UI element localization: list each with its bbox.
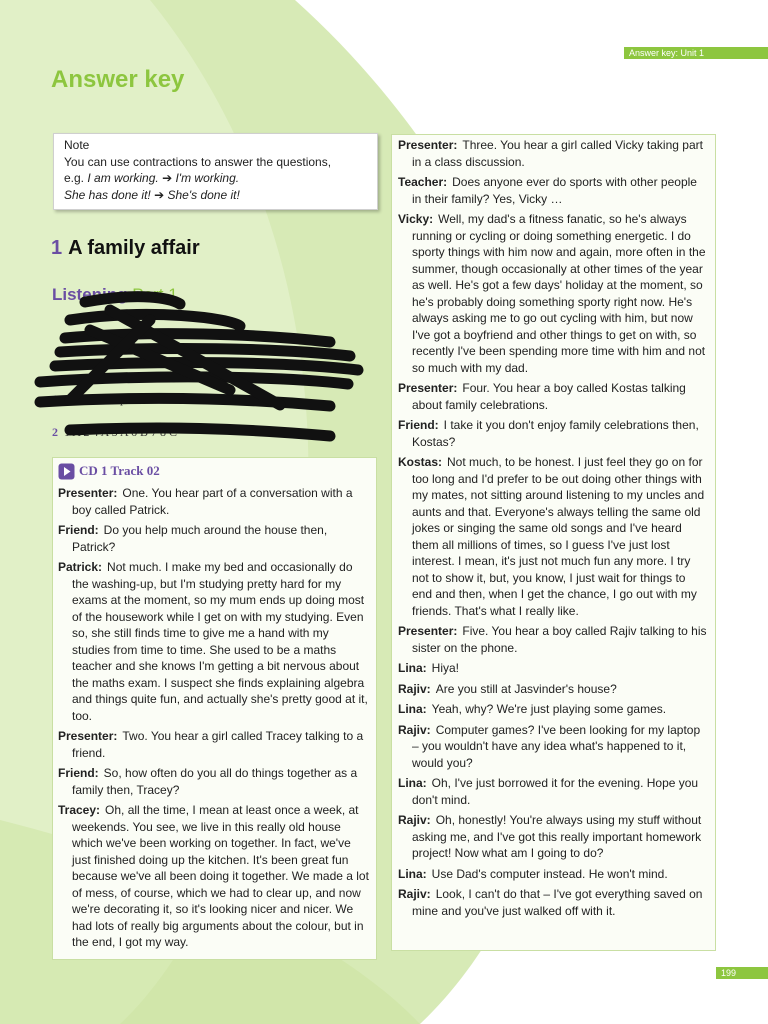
dialogue-text: So, how often do you all do things together as a family then, Tracey? [72,766,358,797]
transcript-line [398,137,707,170]
dialogue-text: Hiya! [431,661,460,675]
dialogue-text: Two. You hear a girl called Tracey talking to a friend. [72,729,364,760]
play-icon [58,463,75,480]
speaker-label: Tracey: [58,803,101,817]
speaker-label: Friend: [398,418,439,432]
speaker-label: Lina: [398,702,427,716]
speaker-label: Presenter: [58,729,118,743]
speaker-label: Patrick: [58,560,103,574]
track-label: CD 1 Track 02 [79,463,160,479]
dialogue-text: Three. You hear a girl called Vicky taking part in a class discussion. [412,138,703,169]
speaker-label: Presenter: [58,486,118,500]
dialogue-text: I take it you don't enjoy family celebrations then, Kostas? [412,418,699,449]
speaker-label: Lina: [398,776,427,790]
speaker-label: Friend: [58,523,99,537]
transcript-line [58,485,370,518]
track-header [58,463,370,480]
dialogue-text: Oh, honestly! You're always using my stuff without asking me, and I've got this really important homework project! Now what am I going to do? [412,813,702,860]
transcript-line [398,812,707,862]
dialogue-text: One. You hear part of a conversation with a boy called Patrick. [72,486,353,517]
dialogue-text: Use Dad's computer instead. He won't mind. [431,866,668,881]
dialogue-text: Yeah, why? We're just playing some games. [431,702,667,716]
note-heading: Note [64,138,90,152]
speaker-label: Friend: [58,766,99,780]
redaction-scribble [30,290,370,445]
transcript-line [398,660,707,677]
speaker-label: Rajiv: [398,681,431,696]
transcript-line [58,559,370,724]
section-tag: Answer key: Unit 1 [624,47,768,59]
transcript-line [398,454,707,619]
transcript-line [58,728,370,761]
answer-q1: 1 chose, trumpet [52,392,135,406]
speaker-label: Kostas: [398,455,443,469]
speaker-label: Lina: [398,661,427,675]
transcript-line [58,522,370,555]
page-number: 199 [716,967,768,979]
transcript-line [58,765,370,798]
speaker-label: Rajiv: [398,887,431,901]
dialogue-text: Oh, I've just borrowed it for the evening. Hope you don't mind. [412,776,699,807]
transcript-line [398,211,707,376]
dialogue-text: Are you still at Jasvinder's house? [435,681,617,696]
transcript-box-right [391,134,716,951]
transcript-line [398,866,707,883]
unit-title: A family affair [68,237,200,259]
transcript-line [398,174,707,207]
transcript-line [398,886,707,919]
transcript-line [398,775,707,808]
transcript-line [398,681,707,698]
dialogue-text: Five. You hear a boy called Rajiv talking to his sister on the phone. [412,624,707,655]
note-box [53,133,378,210]
speaker-label: Lina: [398,866,427,881]
listening-heading: Listening Part 1 [52,285,178,304]
page-title: Answer key [51,66,185,93]
dialogue-text: Not much, to be honest. I just feel they go on for too long and I'd prefer to be out doing other things with my mates, not sitting around listening to my uncles and aunts and that. Everyone's always telling the same old jokes or singing the same old songs and I've heard them all millions of times, so I guess I've just lost interest. I mean, it's just not much fun any more. I try not to show it, but, you know, I just wait for things to end and then, when I get the chance, I go out with my friends. That's what I really like. [412,455,705,618]
speaker-label: Presenter: [398,138,458,152]
speaker-label: Rajiv: [398,813,431,827]
transcript-line [398,701,707,718]
transcript-line [398,722,707,772]
unit-number: 1 [51,237,63,259]
dialogue-text: Computer games? I've been looking for my laptop – you wouldn't have any idea what's happened to it, would you? [412,722,701,770]
dialogue-text: Does anyone ever do sports with other people in their family? Yes, Vicky … [412,175,697,206]
dialogue-text: Oh, all the time, I mean at least once a week, at weekends. You see, we live in this really old house which we've been working on together. In fact, we've just finished doing up the kitchen. It's been great fun because we've all been doing it together. We made a lot of mess, of course, which we had to clear up, and now we're decorating it, so it's looking nicer and nicer. We had lots of really big arguments about the colour, but in the end, I got my way. [72,803,369,949]
speaker-label: Presenter: [398,381,458,395]
note-line: You can use contractions to answer the questions, [64,154,332,169]
transcript-line [398,417,707,450]
note-example-1: e.g. I am working. ➔ I'm working. [64,171,240,185]
transcript-line [58,802,370,951]
speaker-label: Teacher: [398,175,448,189]
arrow-icon: ➔ [154,187,165,202]
arrow-icon: ➔ [162,171,173,185]
speaker-label: Vicky: [398,212,434,226]
transcript-line [398,380,707,413]
dialogue-text: Not much. I make my bed and occasionally do the washing-up, but I'm studying pretty hard for my exams at the moment, so my mum ends up doing most of the housework while I get on with my studying. Even so, she still finds time to give me a hand with my studies from time to time. She used to be a maths teacher and she knows I'm getting a bit nervous about the maths exam. I suspect she finds explaining algebra and things quite fun, and actually she's pretty good at it, too. [72,560,368,723]
dialogue-text: Well, my dad's a fitness fanatic, so he's always running or cycling or doing something energetic. I do sporty things with him now and again, more often in the summer, though occasionally at other times of the year as well. He's got a few days' holiday at the moment, so he's probably doing something sporty right now. He's always asking me to go out cycling with him, but now I've got a boyfriend and other things to get on with, so recently I've been spending more time with him and not so much with my dad. [412,212,706,375]
speaker-label: Rajiv: [398,722,431,737]
unit-heading [51,237,200,260]
note-example-2: She has done it! ➔ She's done it! [64,187,240,202]
answer-q2: 2 1 A 2 4 A 5 A 6 B 7 8 C [52,425,178,439]
transcript-line [398,623,707,656]
dialogue-text: Four. You hear a boy called Kostas talking about family celebrations. [412,381,686,412]
speaker-label: Presenter: [398,624,458,638]
transcript-box-left [52,457,377,960]
dialogue-text: Do you help much around the house then, Patrick? [72,523,328,554]
dialogue-text: Look, I can't do that – I've got everything saved on mine and you've just walked off with it. [412,887,703,918]
